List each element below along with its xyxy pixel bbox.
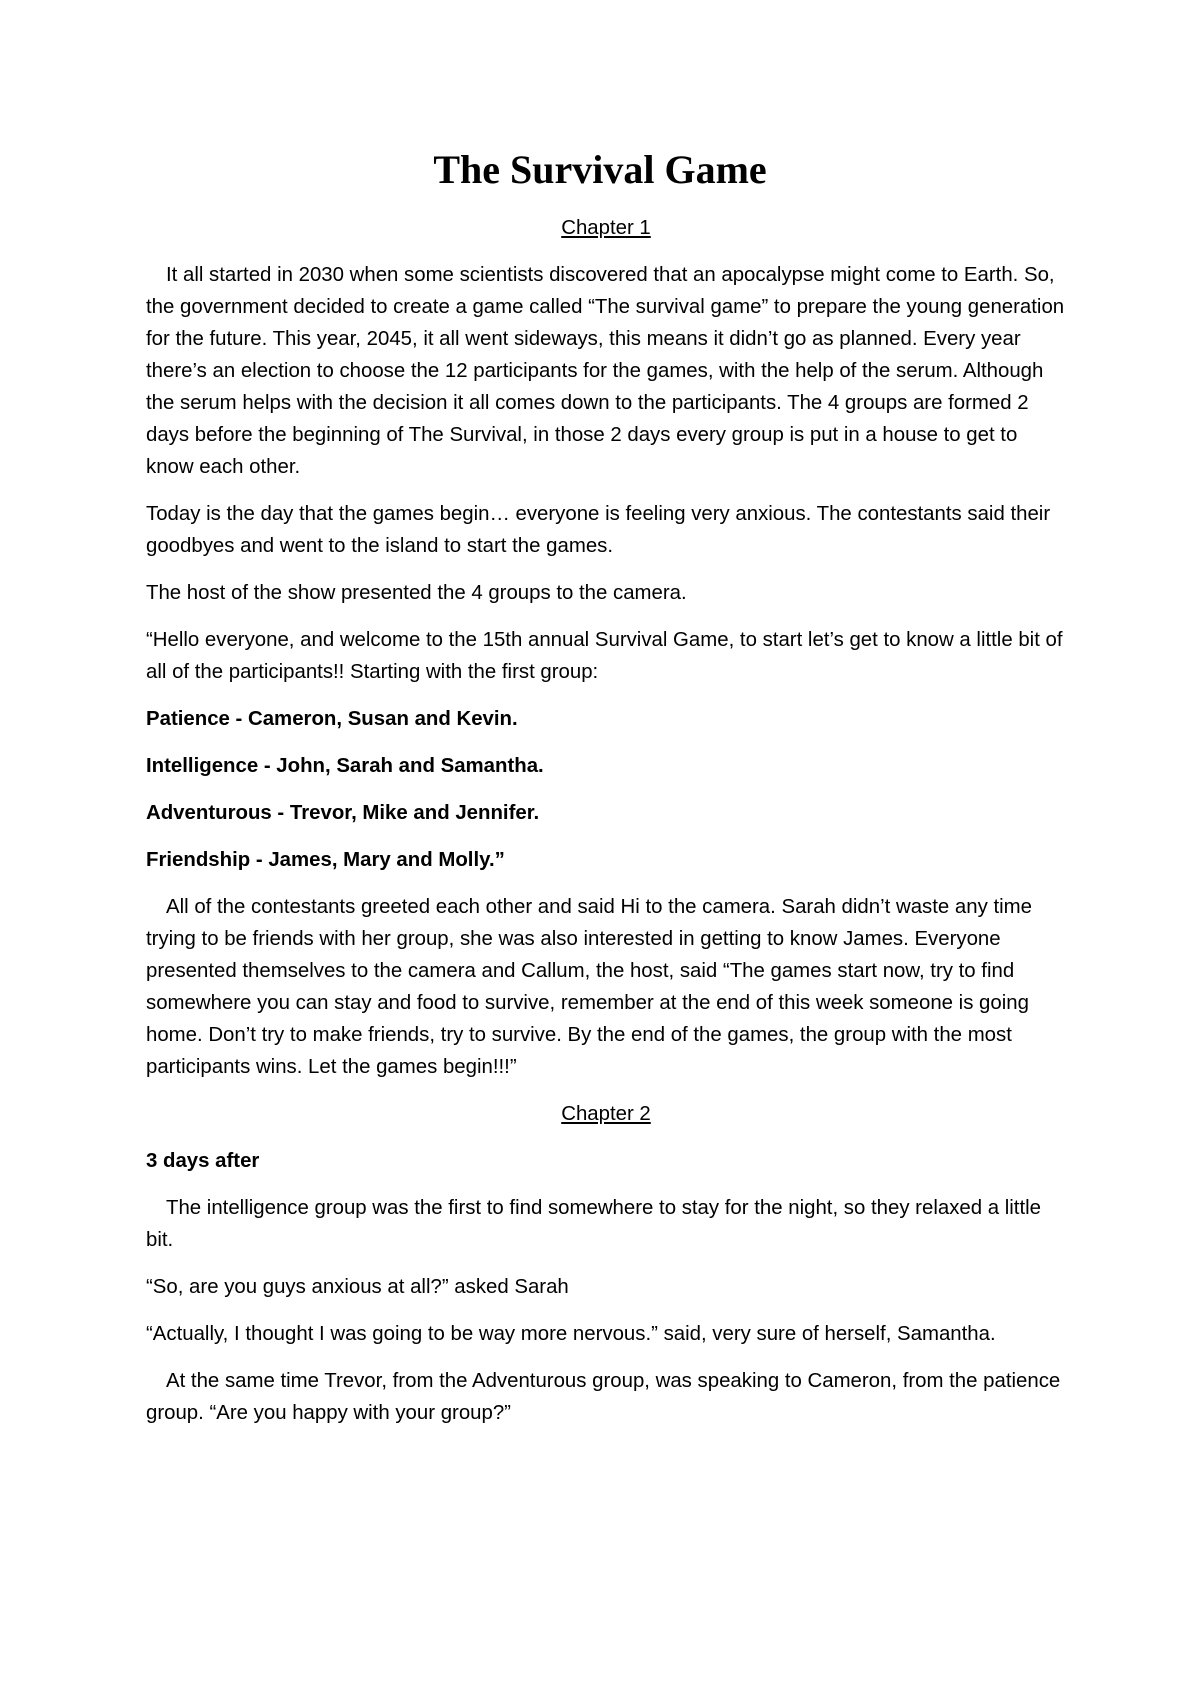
chapter-1-heading-text: Chapter 1 [561, 217, 651, 239]
chapter-2-paragraph: “So, are you guys anxious at all?” asked Sarah [146, 1276, 569, 1298]
chapter-2-paragraph: The intelligence group was the first to find somewhere to stay for the night, so they relaxed a little bit. [146, 1197, 1041, 1251]
chapter-1-paragraph: All of the contestants greeted each other and said Hi to the camera. Sarah didn’t waste any time trying to be friends with her group, she was also interested in getting to know James. Everyone presented themselves to the camera and Callum, the host, said “The games start now, try to find somewhere you can stay and food to survive, remember at the end of this week someone is going home. Don’t try to make friends, try to survive. By the end of the games, the group with the most participants wins. Let the games begin!!!” [146, 896, 1032, 1078]
chapter-2-paragraph: “Actually, I thought I was going to be way more nervous.” said, very sure of herself, Samantha. [146, 1323, 996, 1345]
chapter-2-heading [146, 1098, 1066, 1130]
chapter-1-paragraph: It all started in 2030 when some scientists discovered that an apocalypse might come to Earth. So, the government decided to create a game called “The survival game” to prepare the young generation for the future. This year, 2045, it all went sideways, this means it didn’t go as planned. Every year there’s an election to choose the 12 participants for the games, with the help of the serum. Although the serum helps with the decision it all comes down to the participants. The 4 groups are formed 2 days before the beginning of The Survival, in those 2 days every group is put in a house to get to know each other. [146, 264, 1065, 478]
chapter-1-heading [146, 212, 1066, 244]
document-title: The Survival Game [433, 147, 767, 192]
group-line-patience: Patience - Cameron, Susan and Kevin. [146, 708, 518, 730]
chapter-2-paragraph: At the same time Trevor, from the Adventurous group, was speaking to Cameron, from the patience group. “Are you happy with your group?” [146, 1370, 1061, 1424]
chapter-2-heading-text: Chapter 2 [561, 1103, 651, 1125]
chapter-1-paragraph: “Hello everyone, and welcome to the 15th annual Survival Game, to start let’s get to know a little bit of all of the participants!! Starting with the first group: [146, 629, 1063, 683]
chapter-2-subheading: 3 days after [146, 1150, 260, 1172]
group-line-friendship: Friendship - James, Mary and Molly.” [146, 849, 505, 871]
chapter-1-paragraph: Today is the day that the games begin… everyone is feeling very anxious. The contestants said their goodbyes and went to the island to start the games. [146, 503, 1051, 557]
document-body [146, 212, 1066, 1444]
group-line-intelligence: Intelligence - John, Sarah and Samantha. [146, 755, 544, 777]
chapter-1-paragraph: The host of the show presented the 4 groups to the camera. [146, 582, 687, 604]
group-line-adventurous: Adventurous - Trevor, Mike and Jennifer. [146, 802, 540, 824]
